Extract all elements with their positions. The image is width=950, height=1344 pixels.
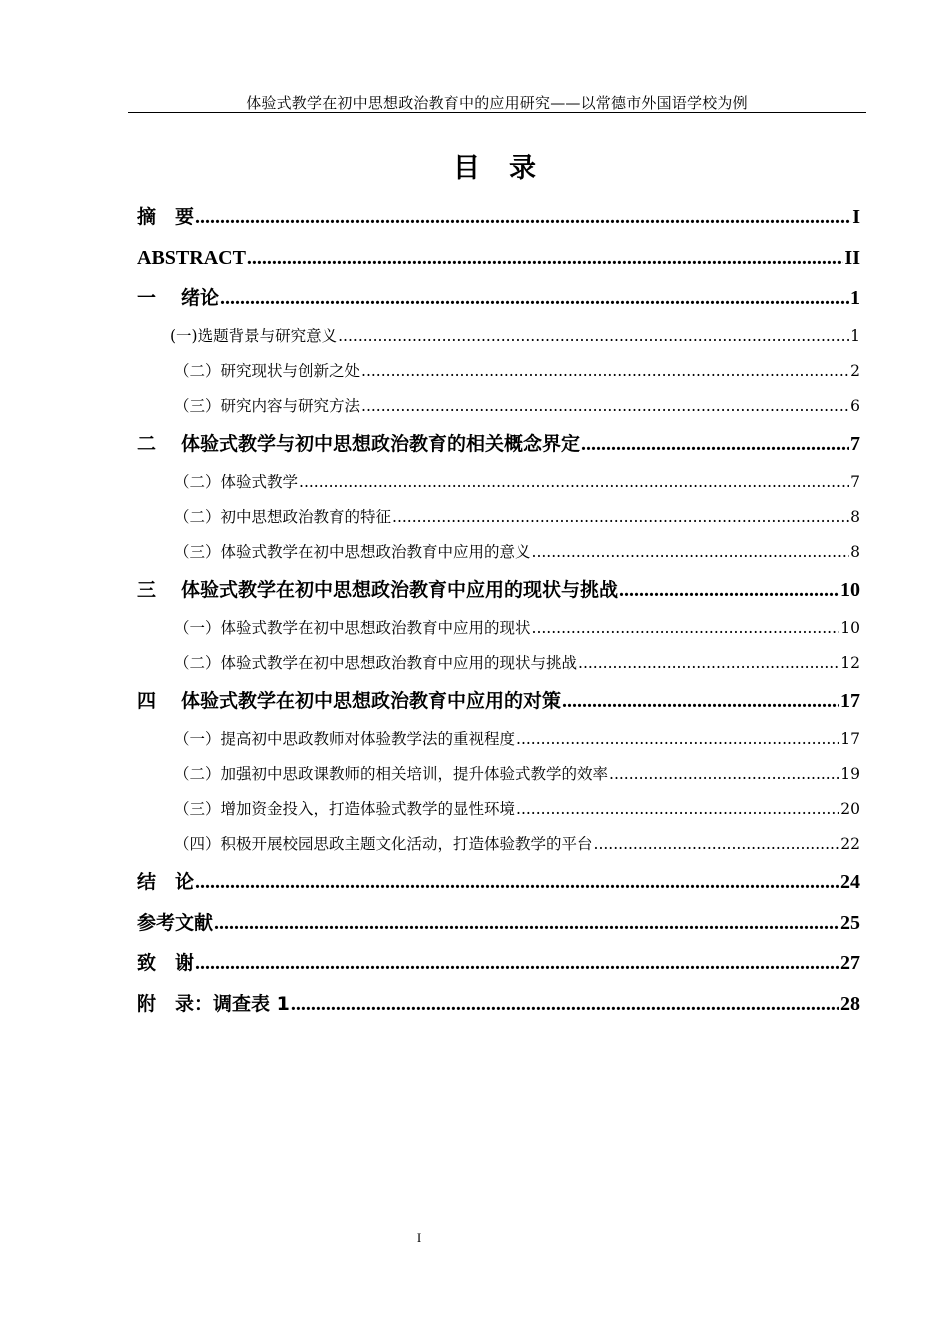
toc-entry-page: 22	[840, 835, 860, 854]
toc-entry-label: 附 录：调查表 1	[137, 992, 290, 1015]
toc-entry-page: 20	[840, 799, 860, 818]
toc-leader-dots	[338, 319, 849, 354]
toc-title: 目 录	[453, 153, 537, 184]
toc-entry-section-4-3[interactable]	[137, 792, 860, 827]
toc-chapter-title: 体验式教学与初中思想政治教育的相关概念界定	[181, 433, 581, 456]
toc-entry-label: （二）加强初中思政课教师的相关培训，提升体验式教学的效率	[174, 764, 609, 783]
toc-entry-abstract-cn[interactable]	[137, 197, 860, 238]
toc-entry-label: （二）体验式教学	[174, 472, 299, 491]
toc-entry-page: 10	[840, 618, 860, 637]
toc-entry-label: （四）积极开展校园思政主题文化活动，打造体验教学的平台	[174, 835, 593, 854]
toc-entry-label: （二）初中思想政治教育的特征	[174, 507, 392, 526]
toc-entry-page: 12	[840, 653, 860, 672]
toc-entry-chapter-1[interactable]	[137, 278, 860, 319]
toc-entry-label: 结 论	[137, 871, 195, 894]
toc-entry-section-3-2[interactable]	[137, 646, 860, 681]
toc-entry-page: II	[844, 246, 860, 269]
toc-leader-dots	[214, 903, 839, 944]
toc-entry-page: 28	[840, 992, 860, 1015]
toc-entry-page: 24	[840, 871, 860, 894]
toc-entry-section-2-1[interactable]	[137, 465, 860, 500]
toc-entry-section-2-3[interactable]	[137, 535, 860, 570]
toc-entry-references[interactable]	[137, 903, 860, 944]
toc-leader-dots	[361, 354, 849, 389]
toc-entry-abstract-en[interactable]	[137, 238, 860, 279]
toc-leader-dots	[619, 570, 839, 611]
toc-entry-label: 摘 要	[137, 206, 195, 228]
toc-chapter-number: 一	[137, 287, 157, 309]
toc-entry-label: （二）研究现状与创新之处	[174, 361, 361, 380]
toc-entry-section-2-2[interactable]	[137, 500, 860, 535]
toc-leader-dots	[581, 424, 849, 465]
toc-entry-label: (一)选题背景与研究意义	[170, 326, 338, 345]
toc-chapter-title: 体验式教学在初中思想政治教育中应用的现状与挑战	[181, 579, 619, 602]
toc-entry-page: 19	[840, 764, 860, 783]
toc-leader-dots	[516, 722, 839, 757]
toc-leader-dots	[361, 389, 849, 424]
toc-entry-page: 7	[850, 433, 860, 456]
toc-entry-page: 10	[840, 579, 860, 602]
toc-entry-section-1-2[interactable]	[137, 354, 860, 389]
toc-entry-page: 1	[850, 326, 860, 345]
toc-entry-label: （一）提高初中思政教师对体验教学法的重视程度	[174, 729, 516, 748]
toc-entry-page: 17	[840, 729, 860, 748]
toc-leader-dots	[562, 681, 839, 722]
toc-entry-acknowledgements[interactable]	[137, 943, 860, 984]
toc-entry-label: 参考文献	[137, 911, 214, 934]
toc-entry-label: （三）增加资金投入，打造体验式教学的显性环境	[174, 799, 516, 818]
page-number: I	[416, 1230, 422, 1245]
running-header: 体验式教学在初中思想政治教育中的应用研究——以常德市外国语学校为例	[246, 94, 748, 112]
toc-entry-label: 致 谢	[137, 952, 195, 975]
toc-entry-label: （一）体验式教学在初中思想政治教育中应用的现状	[174, 618, 531, 637]
toc-entry-page: 27	[840, 952, 860, 975]
toc-leader-dots	[195, 862, 839, 903]
toc-entry-conclusion[interactable]	[137, 862, 860, 903]
toc-entry-page: 7	[850, 472, 860, 491]
toc-entry-label	[137, 424, 580, 465]
toc-entry-page: I	[852, 206, 860, 228]
toc-entry-label	[137, 681, 561, 722]
toc-chapter-number: 三	[137, 579, 157, 602]
toc-entry-page: 1	[850, 287, 860, 309]
toc-entry-label: （二）体验式教学在初中思想政治教育中应用的现状与挑战	[174, 653, 578, 672]
toc-entry-appendix[interactable]	[137, 984, 860, 1025]
toc-entry-label	[137, 570, 618, 611]
toc-entry-section-1-3[interactable]	[137, 389, 860, 424]
table-of-contents	[137, 197, 860, 1024]
toc-entry-label	[137, 278, 219, 319]
toc-leader-dots	[532, 611, 840, 646]
toc-leader-dots	[578, 646, 839, 681]
toc-chapter-number: 四	[137, 690, 157, 712]
toc-chapter-title: 绪论	[181, 287, 220, 309]
toc-leader-dots	[195, 197, 851, 238]
header-rule	[128, 112, 866, 113]
toc-leader-dots	[516, 792, 839, 827]
toc-chapter-title: 体验式教学在初中思想政治教育中应用的对策	[181, 690, 562, 712]
toc-entry-section-4-2[interactable]	[137, 757, 860, 792]
toc-leader-dots	[532, 535, 850, 570]
toc-leader-dots	[195, 943, 839, 984]
toc-entry-page: 17	[840, 690, 860, 712]
toc-entry-label: ABSTRACT	[137, 246, 246, 269]
toc-entry-section-4-1[interactable]	[137, 722, 860, 757]
toc-entry-page: 8	[850, 542, 860, 561]
toc-entry-page: 6	[850, 396, 860, 415]
toc-leader-dots	[299, 465, 849, 500]
toc-leader-dots	[247, 238, 844, 279]
toc-entry-chapter-3[interactable]	[137, 570, 860, 611]
toc-entry-label: （三）研究内容与研究方法	[174, 396, 361, 415]
toc-leader-dots	[392, 500, 849, 535]
toc-leader-dots	[609, 757, 839, 792]
toc-leader-dots	[594, 827, 840, 862]
toc-leader-dots	[220, 278, 849, 319]
toc-leader-dots	[291, 984, 839, 1025]
toc-entry-section-3-1[interactable]	[137, 611, 860, 646]
toc-chapter-number: 二	[137, 433, 157, 456]
toc-entry-page: 2	[850, 361, 860, 380]
toc-entry-label: （三）体验式教学在初中思想政治教育中应用的意义	[174, 542, 531, 561]
toc-entry-chapter-2[interactable]	[137, 424, 860, 465]
toc-entry-chapter-4[interactable]	[137, 681, 860, 722]
toc-entry-page: 25	[840, 911, 860, 934]
toc-entry-section-1-1[interactable]	[137, 319, 860, 354]
toc-entry-section-4-4[interactable]	[137, 827, 860, 862]
toc-entry-page: 8	[850, 507, 860, 526]
